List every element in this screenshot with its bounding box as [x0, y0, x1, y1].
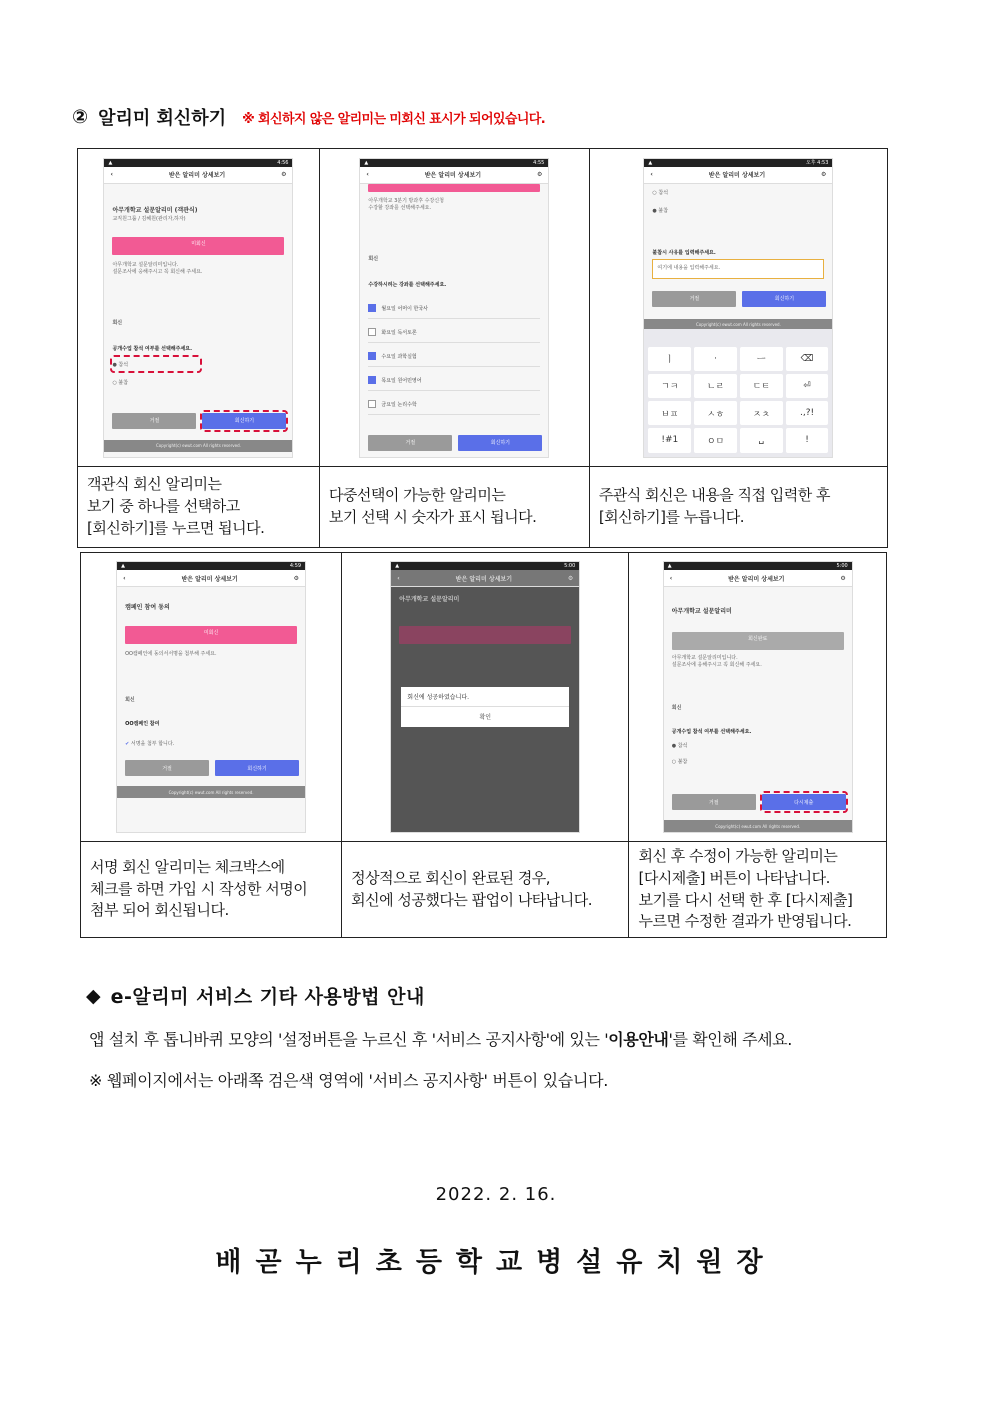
phone-screenshot-objective [103, 158, 293, 458]
gear-icon: ⚙ [567, 574, 574, 582]
other-usage-title: e-알리미 서비스 기타 사용방법 안내 [110, 986, 425, 1008]
usage-line-2: ※ 웹페이지에서는 아래쪽 검은색 영역에 '서비스 공지사항' 버튼이 있습니다. [89, 1071, 609, 1090]
screen-header: ‹ 받은 알리미 상세보기 ⚙ [104, 167, 292, 184]
question-text: 공개수업 참석 여부를 선택해주세요. [112, 345, 193, 352]
keyboard-key[interactable]: .,?! [786, 401, 829, 425]
reply-button[interactable]: 회신하기 [202, 413, 286, 429]
footer: Copyright(c) ewut.com All rights reserved. [117, 786, 305, 798]
caption-objective: 객관식 회신 알리미는 보기 중 하나를 선택하고 [회신하기]를 누르면 됩니다. [78, 467, 320, 548]
reply-button[interactable]: 회신하기 [742, 291, 826, 307]
back-icon: ‹ [669, 574, 673, 582]
popup-ok-button[interactable]: 확인 [479, 714, 492, 721]
phone-screenshot-popup [390, 561, 580, 833]
keyboard-key[interactable]: ! [786, 428, 829, 452]
keyboard-key[interactable]: ㅡ [740, 347, 783, 371]
phone-screenshot-signature [116, 561, 306, 833]
screenshot-cell-5 [342, 553, 629, 842]
caption-multi: 다중선택이 가능한 알리미는 보기 선택 시 숫자가 표시 됩니다. [319, 467, 589, 548]
reject-button[interactable]: 거절 [672, 794, 756, 810]
keyboard-key[interactable]: ㅂㅍ [648, 401, 691, 425]
prompt-text: 불참시 사유를 입력해주세요. [652, 249, 716, 256]
screenshot-cell-2 [319, 149, 589, 467]
keyboard-key[interactable]: ㄱㅋ [648, 374, 691, 398]
reject-button[interactable]: 거절 [652, 291, 736, 307]
back-icon: ‹ [397, 574, 400, 582]
notice-title: 아무개학교 설문알리미 (객관식) [112, 206, 198, 214]
status-banner: 미회신 [112, 237, 284, 255]
section-number: ② [72, 106, 89, 128]
phone-screenshot-resubmit [663, 561, 853, 833]
backspace-key[interactable]: ⌫ [786, 347, 829, 371]
reply-label: 회신 [112, 319, 123, 326]
reply-label: 회신 [671, 705, 682, 711]
reject-button[interactable]: 거절 [112, 413, 196, 429]
gear-icon: ⚙ [536, 171, 543, 178]
phone-screenshot-multi [359, 158, 549, 458]
success-popup [401, 687, 569, 727]
korean-keyboard[interactable] [644, 329, 832, 457]
notice-body: 아무개학교 설문알리미입니다. 설문조사에 응해주시고 꼭 회신해 주세요. [112, 261, 203, 275]
usage-guide-emphasis: 이용안내 [608, 1030, 669, 1049]
reply-label: 회신 [125, 697, 135, 703]
back-icon: ‹ [650, 171, 653, 178]
keyboard-key[interactable]: ㄷㅌ [740, 374, 783, 398]
enter-key[interactable]: ⏎ [786, 374, 829, 398]
usage-line-1: 앱 설치 후 톱니바퀴 모양의 '설정버튼을 누르신 후 '서비스 공지사항'에 있는 '이용안내'를 확인해 주세요. [89, 1030, 792, 1049]
option-attend[interactable]: ○ 참석 [652, 189, 669, 196]
option-absent[interactable]: ○ 불참 [671, 759, 688, 765]
status-banner: 미회신 [125, 626, 297, 644]
list-item[interactable]: 화요일 독서토론 [368, 323, 540, 343]
section-note: ※ 회신하지 않은 알리미는 미회신 표시가 되어있습니다. [242, 111, 546, 127]
reject-button[interactable]: 거절 [125, 760, 209, 776]
check-icon: ✔ [125, 741, 130, 747]
screen-header: ‹ 받은 알리미 상세보기 ⚙ [117, 570, 305, 587]
notice-title: 아무개학교 설문알리미 [399, 596, 460, 603]
reply-button[interactable]: 회신하기 [215, 760, 299, 776]
list-item[interactable]: 금요일 논리수학 [368, 395, 540, 415]
screen-header: ‹ 받은 알리미 상세보기 ⚙ [664, 570, 852, 587]
caption-resubmit: 회신 후 수정이 가능한 알리미는 [다시제출] 버튼이 나타납니다. 보기를 다시 선택 한 후 [다시제출] 누르면 수정한 결과가 반영됩니다. [629, 842, 887, 938]
keyboard-key[interactable]: ㄴㄹ [694, 374, 737, 398]
diamond-icon: ◆ [86, 984, 101, 1007]
screenshot-cell-1 [78, 149, 320, 467]
status-bar: ▲ 4:59 [117, 562, 305, 570]
status-bar: ▲ 4:55 [360, 159, 548, 167]
section-heading [72, 104, 545, 130]
other-usage-heading [86, 982, 425, 1009]
status-bar: ▲ 5:00 [664, 562, 852, 570]
gear-icon: ⚙ [840, 574, 846, 582]
notice-title: 캠페인 참여 동의 [125, 604, 170, 611]
phone-screenshot-subjective [643, 158, 833, 458]
notice-body: OO캠페인에 동의서서명을 첨부해 주세요. [125, 651, 217, 657]
back-icon: ‹ [110, 171, 113, 178]
list-item[interactable]: 월요일 어머이 한국사 [368, 299, 540, 319]
section-title: 알리미 회신하기 [98, 108, 227, 129]
option-absent[interactable]: ● 불참 [652, 207, 669, 214]
item-title: OO캠페인 참여 [125, 721, 160, 727]
reply-button[interactable]: 회신하기 [458, 435, 542, 451]
screenshot-cell-6 [629, 553, 887, 842]
screen-header: ‹ 받은 알리미 상세보기 ⚙ [360, 167, 548, 184]
question-text: 수강하시려는 강좌를 선택해주세요. [368, 281, 447, 288]
gear-icon: ⚙ [293, 574, 300, 582]
keyboard-key[interactable]: ㅅㅎ [694, 401, 737, 425]
status-bar: ▲ 4:56 [104, 159, 292, 167]
signature-line: 배곧누리초등학교병설유치원장 [215, 1247, 777, 1278]
screenshot-cell-4 [81, 553, 342, 842]
caption-popup: 정상적으로 회신이 완료된 경우, 회신에 성공했다는 팝업이 나타납니다. [342, 842, 629, 938]
notice-body: 아무개학교 설문알리미입니다. 설문조사에 응해주시고 꼭 회신해 주세요. [671, 655, 762, 668]
status-banner [368, 184, 540, 192]
option-absent[interactable]: ○ 불참 [112, 379, 129, 386]
screenshot-cell-3 [589, 149, 887, 467]
caption-signature: 서명 회신 알리미는 체크박스에 체크를 하면 가입 시 작성한 서명이 첨부 되어 회신됩니다. [81, 842, 342, 938]
screen-header: ‹ 받은 알리미 상세보기 ⚙ [391, 570, 579, 587]
document-date: 2022. 2. 16. [435, 1184, 557, 1205]
option-attend[interactable]: ● 참석 [112, 361, 129, 368]
caption-subjective: 주관식 회신은 내용을 직접 입력한 후 [회신하기]를 누릅니다. [589, 467, 887, 548]
notice-title: 아무개학교 설문알리미 [671, 608, 732, 615]
status-bar: ▲ 5:00 [391, 562, 579, 570]
question-text: 공개수업 참석 여부를 선택해주세요. [671, 729, 752, 735]
screen-header: ‹ 받은 알리미 상세보기 ⚙ [644, 167, 832, 184]
gear-icon: ⚙ [821, 171, 827, 178]
highlight-box [110, 355, 202, 373]
keyboard-key[interactable]: ㅇㅁ [694, 428, 737, 452]
gear-icon: ⚙ [281, 171, 287, 178]
highlight-box [760, 791, 848, 813]
keyboard-key[interactable]: ㅈㅊ [740, 401, 783, 425]
footer: Copyright(c) ewut.com All rights reserved. [104, 440, 292, 452]
list-item[interactable]: 수요일 과학실험 [368, 347, 540, 367]
back-icon: ‹ [366, 171, 369, 178]
keyboard-key[interactable]: ㅣ [648, 347, 691, 371]
reject-button[interactable]: 거절 [368, 435, 452, 451]
notice-sender: 교직원그룹 / 김혜원(관리자,하자) [112, 215, 186, 222]
footer: Copyright(c) ewut.com All rights reserved. [644, 319, 832, 331]
status-banner [399, 626, 571, 644]
keyboard-key[interactable]: !#1 [648, 428, 691, 452]
back-icon: ‹ [123, 574, 126, 582]
instruction-table-1 [77, 148, 888, 548]
status-banner: 회신완료 [672, 632, 844, 650]
list-item[interactable]: 목요일 원어민영어 [368, 371, 540, 391]
instruction-table-2 [80, 552, 887, 938]
option-attend[interactable]: ● 참석 [671, 743, 688, 749]
highlight-box [200, 410, 288, 432]
popup-message: 회신에 성공하였습니다. [401, 687, 569, 707]
notice-body: 아무개학교 3분기 방과후 수강신청 수강할 강좌를 선택해주세요. [368, 197, 444, 211]
resubmit-button[interactable]: 다시제출 [762, 794, 846, 810]
footer: Copyright(c) ewut.com All rights reserved. [664, 820, 852, 832]
reply-label: 회신 [368, 255, 379, 262]
reason-input[interactable]: 여기에 내용을 입력해주세요. [652, 259, 824, 279]
signature-checkbox[interactable]: ✔ 서명을 첨부 합니다. [125, 741, 175, 747]
space-key[interactable]: ␣ [740, 428, 783, 452]
keyboard-key[interactable]: · [694, 347, 737, 371]
status-bar: ▲ 오후 4:53 [644, 159, 832, 167]
